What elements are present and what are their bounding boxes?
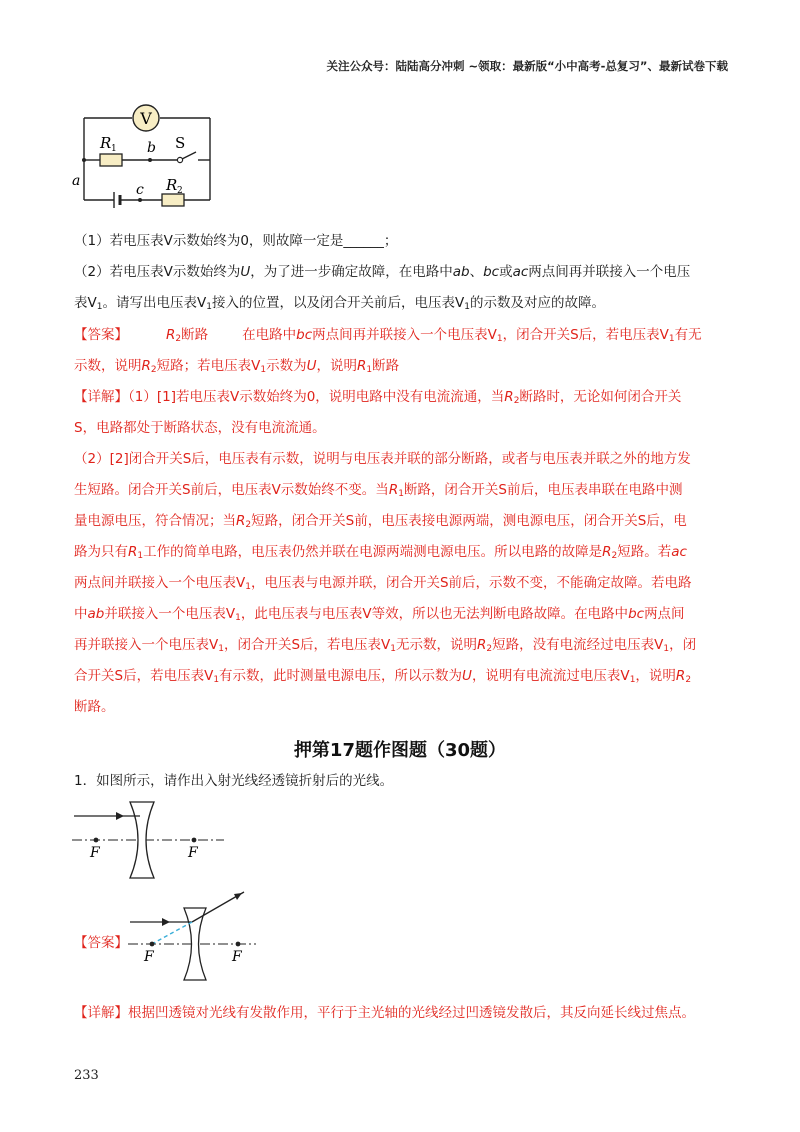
question-2-line-1: （2）若电压表V示数始终为U，为了进一步确定故障，在电路中ab、bc或ac两点间再并联接入一个电压 bbox=[74, 264, 691, 280]
answer-2-tag: 【答案】 bbox=[74, 935, 128, 951]
detail-1-line-10: 合开关S后，若电压表$V_1$有示数，此时测量电源电压，所以示数为U，说明有电流流过电压表$V_1$，说明$R_2$ bbox=[74, 668, 692, 685]
switch-label: S bbox=[175, 134, 186, 152]
answer-tag: 【答案】 bbox=[74, 327, 128, 343]
problem-1-text: 1．如图所示，请作出入射光线经透镜折射后的光线。 bbox=[74, 773, 394, 789]
answer-1-line-1: 【答案】 $R_2$断路 在电路中bc两点间再并联接入一个电压表$V_1$，闭合开关S后，若电压表$V_1$有无 bbox=[74, 327, 702, 344]
page-header: 关注公众号：陆陆高分冲刺 ~领取：最新版“小中高考-总复习”、最新试卷下载 bbox=[326, 59, 728, 73]
section-title: 押第17题作图题（30题） bbox=[293, 740, 507, 761]
detail-1-line-7: 两点间并联接入一个电压表$V_1$，电压表与电源并联，闭合开关S前后，示数不变，不能确定故障。若电路 bbox=[74, 575, 692, 592]
focal-point-left-answer bbox=[150, 942, 155, 947]
question-1: （1）若电压表V示数始终为0，则故障一定是______； bbox=[74, 233, 398, 249]
detail-2: 【详解】根据凹透镜对光线有发散作用，平行于主光轴的光线经过凹透镜发散后，其反向延长线过焦点。 bbox=[74, 1005, 695, 1021]
detail-1-line-4: 生短路。闭合开关S前后，电压表V示数始终不变。当$R_1$断路，闭合开关S前后，电压表串联在电路中测 bbox=[74, 482, 683, 499]
page-number: 233 bbox=[74, 1068, 99, 1083]
node-a-label: a bbox=[72, 173, 81, 189]
detail-1-line-2: S，电路都处于断路状态，没有电流流通。 bbox=[74, 420, 326, 436]
focal-point-right-answer bbox=[236, 942, 241, 947]
virtual-extension-line bbox=[152, 922, 192, 944]
incident-ray-arrow bbox=[116, 812, 124, 820]
detail-1-line-8: 中ab并联接入一个电压表$V_1$，此电压表与电压表V等效，所以也无法判断电路故障。在电路中bc两点间 bbox=[74, 606, 685, 623]
detail-1-line-9: 再并联接入一个电压表$V_1$，闭合开关S后，若电压表$V_1$无示数，说明$R_2$短路，没有电流经过电压表$V_1$，闭 bbox=[74, 637, 697, 654]
detail-1-line-3: （2）[2]闭合开关S后，电压表有示数，说明与电压表并联的部分断路，或者与电压表并联之外的地方发 bbox=[74, 451, 691, 467]
node-c-dot bbox=[138, 198, 142, 202]
detail-1-line-11: 断路。 bbox=[74, 699, 115, 715]
question-2-line-2: 表$V_1$。请写出电压表$V_1$接入的位置，以及闭合开关前后，电压表$V_1$的示数及对应的故障。 bbox=[74, 295, 605, 312]
node-a-dot bbox=[82, 158, 86, 162]
circuit-diagram bbox=[70, 98, 230, 218]
r2-subscript: 2 bbox=[177, 186, 183, 196]
detail-tag: 【详解】 bbox=[74, 389, 128, 405]
resistor-r1 bbox=[100, 154, 122, 166]
focal-point-left bbox=[94, 838, 99, 843]
node-b-label: b bbox=[147, 140, 156, 156]
focal-label-left-answer: F bbox=[144, 949, 154, 965]
focal-label-right-answer: F bbox=[232, 949, 242, 965]
node-b-dot bbox=[148, 158, 152, 162]
r1-subscript: 1 bbox=[111, 144, 117, 154]
answer-1-line-2: 示数，说明$R_2$短路；若电压表$V_1$示数为U，说明$R_1$断路 bbox=[74, 358, 400, 375]
voltmeter-label: V bbox=[140, 109, 152, 128]
r1-label: R bbox=[100, 134, 112, 152]
detail-1-line-5: 量电源电压，符合情况；当$R_2$短路，闭合开关S前，电压表接电源两端，测电源电压，闭合开关S后，电 bbox=[74, 513, 687, 530]
focal-label-left: F bbox=[90, 845, 100, 861]
incident-ray-arrow-answer bbox=[162, 918, 170, 926]
lens-diagram-problem bbox=[70, 800, 230, 886]
lens-diagram-answer bbox=[126, 888, 262, 984]
focal-label-right: F bbox=[188, 845, 198, 861]
focal-point-right bbox=[192, 838, 197, 843]
r2-label: R bbox=[166, 176, 178, 194]
detail-1-line-1: 【详解】（1）[1]若电压表V示数始终为0，说明电路中没有电流流通，当$R_2$断路时，无论如何闭合开关 bbox=[74, 389, 682, 406]
detail-1-line-6: 路为只有$R_1$工作的简单电路，电压表仍然并联在电源两端测电源电压。所以电路的故障是$R_2$短路。若ac bbox=[74, 544, 687, 561]
switch-pivot bbox=[177, 157, 182, 162]
node-c-label: c bbox=[136, 182, 144, 198]
